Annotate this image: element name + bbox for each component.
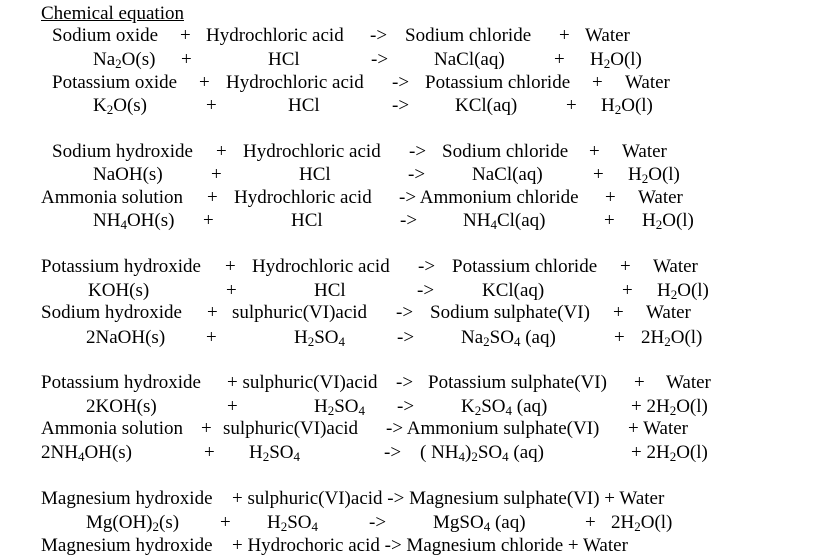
- eq5-word-arrow: ->: [418, 256, 436, 277]
- eq7-word-product2: Water: [666, 372, 711, 393]
- eq8-word-reactant2: sulphuric(VI)acid: [223, 418, 359, 439]
- eq10-word-reactant1: Magnesium hydroxide: [41, 535, 213, 556]
- eq3-word-arrow: ->: [409, 141, 427, 162]
- eq8-formula-product2: + $2H_2O(l)$: [631, 442, 708, 464]
- eq7-formula-product2: + $2H_2O(l)$: [631, 396, 708, 418]
- eq3-formula-reactant1: NaOH(s): [93, 164, 163, 185]
- eq7-formula-product1: $K_2SO_4$ (aq): [461, 396, 548, 418]
- eq7-word-plus2: +: [634, 372, 645, 393]
- eq6-formula-arrow: ->: [397, 327, 415, 348]
- eq6-word-product1: Sodium sulphate(VI): [430, 302, 590, 323]
- eq2-word-reactant1: Potassium oxide: [52, 72, 178, 93]
- eq7-word-arrow: ->: [396, 372, 414, 393]
- eq5-formula-arrow: ->: [417, 280, 435, 301]
- eq2-formula-reactant2: HCl: [288, 95, 320, 116]
- eq5-formula-plus1: +: [226, 280, 237, 301]
- eq8-word-product2: + Water: [628, 418, 689, 439]
- eq1-word-plus1: +: [180, 25, 191, 46]
- eq3-formula-product1: NaCl(aq): [472, 164, 543, 185]
- eq3-formula-plus2: +: [593, 164, 604, 185]
- eq1-formula-product1: NaCl(aq): [434, 49, 505, 70]
- eq5-word-plus1: +: [225, 256, 236, 277]
- eq6-formula-plus2: +: [614, 327, 625, 348]
- eq6-word-reactant1: Sodium hydroxide: [41, 302, 182, 323]
- eq6-formula-plus1: +: [206, 327, 217, 348]
- eq2-word-plus2: +: [592, 72, 603, 93]
- eq3-word-reactant2: Hydrochloric acid: [243, 141, 381, 162]
- eq5-formula-reactant2: HCl: [314, 280, 346, 301]
- eq2-word-reactant2: Hydrochloric acid: [226, 72, 364, 93]
- eq6-formula-reactant1: 2NaOH(s): [86, 327, 166, 348]
- eq9-formula-reactant1: $Mg(OH)_2(s)$: [86, 512, 180, 534]
- eq1-formula-arrow: ->: [371, 49, 389, 70]
- eq1-formula-product2: $H_2O(l)$: [590, 49, 642, 71]
- eq2-formula-plus2: +: [566, 95, 577, 116]
- eq7-word-reactant1: Potassium hydroxide: [41, 372, 201, 393]
- eq2-formula-arrow: ->: [392, 95, 410, 116]
- eq7-formula-arrow: ->: [397, 396, 415, 417]
- eq8-formula-product1: ( $NH_4)_2SO_4$ (aq): [420, 442, 544, 464]
- eq9-formula-plus2: +: [585, 512, 596, 533]
- eq5-formula-plus2: +: [622, 280, 633, 301]
- eq3-word-plus2: +: [589, 141, 600, 162]
- eq1-word-reactant1: Sodium oxide: [52, 25, 159, 46]
- eq4-word-plus2: +: [605, 187, 616, 208]
- eq4-formula-plus1: +: [203, 210, 214, 231]
- eq4-word-product2: Water: [638, 187, 683, 208]
- eq7-formula-reactant1: 2KOH(s): [86, 396, 157, 417]
- eq4-formula-product1: $NH_4Cl(aq)$: [463, 210, 546, 232]
- eq5-word-reactant2: Hydrochloric acid: [252, 256, 390, 277]
- eq6-formula-product1: $Na_2SO_4$ (aq): [461, 327, 556, 349]
- eq5-formula-reactant1: KOH(s): [88, 280, 150, 301]
- eq2-formula-plus1: +: [206, 95, 217, 116]
- eq1-word-reactant2: Hydrochloric acid: [206, 25, 344, 46]
- eq4-word-plus1: +: [207, 187, 218, 208]
- eq8-formula-plus1: +: [204, 442, 215, 463]
- eq8-word-plus1: +: [201, 418, 212, 439]
- eq4-word-reactant1: Ammonia solution: [41, 187, 183, 208]
- eq10-word-rest: + Hydrochoric acid -> Magnesium chloride + Water: [232, 535, 628, 556]
- eq4-formula-reactant1: $NH_4OH(s)$: [93, 210, 175, 232]
- eq9-formula-product1: MgSO$_4$ (aq): [433, 512, 526, 534]
- eq8-formula-reactant2: $H_2SO_4$: [249, 442, 301, 464]
- eq9-formula-reactant2: $H_2SO_4$: [267, 512, 319, 534]
- eq9-word-reactant1: Magnesium hydroxide: [41, 488, 213, 509]
- eq3-word-reactant1: Sodium hydroxide: [52, 141, 193, 162]
- eq2-word-product2: Water: [625, 72, 670, 93]
- eq2-formula-reactant1: $K_2O(s)$: [93, 95, 148, 117]
- eq9-formula-arrow: ->: [369, 512, 387, 533]
- eq3-formula-arrow: ->: [408, 164, 426, 185]
- eq1-word-product1: Sodium chloride: [405, 25, 532, 46]
- eq1-formula-plus2: +: [554, 49, 565, 70]
- eq1-formula-reactant2: HCl: [268, 49, 300, 70]
- eq4-formula-arrow: ->: [400, 210, 418, 231]
- eq1-formula-plus1: +: [181, 49, 192, 70]
- eq4-formula-plus2: +: [604, 210, 615, 231]
- eq5-word-product2: Water: [653, 256, 698, 277]
- eq8-word-reactant1: Ammonia solution: [41, 418, 183, 439]
- eq3-word-product2: Water: [622, 141, 667, 162]
- eq3-word-plus1: +: [216, 141, 227, 162]
- eq7-formula-plus1: +: [227, 396, 238, 417]
- eq2-word-plus1: +: [199, 72, 210, 93]
- eq1-word-arrow: ->: [370, 25, 388, 46]
- eq7-word-product1: Potassium sulphate(VI): [428, 372, 607, 393]
- eq5-formula-product2: $H_2O(l)$: [657, 280, 709, 302]
- eq6-formula-product2: $2H_2O(l)$: [641, 327, 703, 349]
- eq5-word-product1: Potassium chloride: [452, 256, 598, 277]
- eq7-word-reactant2: + sulphuric(VI)acid: [227, 372, 378, 393]
- eq2-word-product1: Potassium chloride: [425, 72, 571, 93]
- eq4-word-reactant2: Hydrochloric acid: [234, 187, 372, 208]
- eq9-formula-product2: $2H_2O(l)$: [611, 512, 673, 534]
- eq5-word-plus2: +: [620, 256, 631, 277]
- eq2-formula-product1: KCl(aq): [455, 95, 518, 116]
- eq4-word-product1: -> Ammonium chloride: [399, 187, 579, 208]
- page-title: Chemical equation: [41, 3, 184, 24]
- eq1-word-plus2: +: [559, 25, 570, 46]
- eq1-word-product2: Water: [585, 25, 630, 46]
- eq6-word-plus2: +: [613, 302, 624, 323]
- eq3-word-product1: Sodium chloride: [442, 141, 569, 162]
- eq8-formula-arrow: ->: [384, 442, 402, 463]
- eq6-word-reactant2: sulphuric(VI)acid: [232, 302, 368, 323]
- eq2-word-arrow: ->: [392, 72, 410, 93]
- eq4-formula-product2: $H_2O(l)$: [642, 210, 694, 232]
- eq8-formula-reactant1: $2NH_4OH(s)$: [41, 442, 132, 464]
- eq4-formula-reactant2: HCl: [291, 210, 323, 231]
- eq7-formula-reactant2: $H_2SO_4$: [314, 396, 366, 418]
- eq5-formula-product1: KCl(aq): [482, 280, 545, 301]
- eq9-word-rest: + sulphuric(VI)acid -> Magnesium sulphate(VI) + Water: [232, 488, 665, 509]
- eq6-formula-reactant2: $H_2SO_4$: [294, 327, 346, 349]
- eq9-formula-plus1: +: [220, 512, 231, 533]
- eq8-word-product1: -> Ammonium sulphate(VI): [386, 418, 600, 439]
- eq3-formula-product2: $H_2O(l)$: [628, 164, 680, 186]
- eq6-word-arrow: ->: [396, 302, 414, 323]
- eq1-formula-reactant1: $Na_2O(s)$: [93, 49, 156, 71]
- eq3-formula-reactant2: HCl: [299, 164, 331, 185]
- eq6-word-product2: Water: [646, 302, 691, 323]
- eq2-formula-product2: $H_2O(l)$: [601, 95, 653, 117]
- eq6-word-plus1: +: [207, 302, 218, 323]
- eq3-formula-plus1: +: [211, 164, 222, 185]
- eq5-word-reactant1: Potassium hydroxide: [41, 256, 201, 277]
